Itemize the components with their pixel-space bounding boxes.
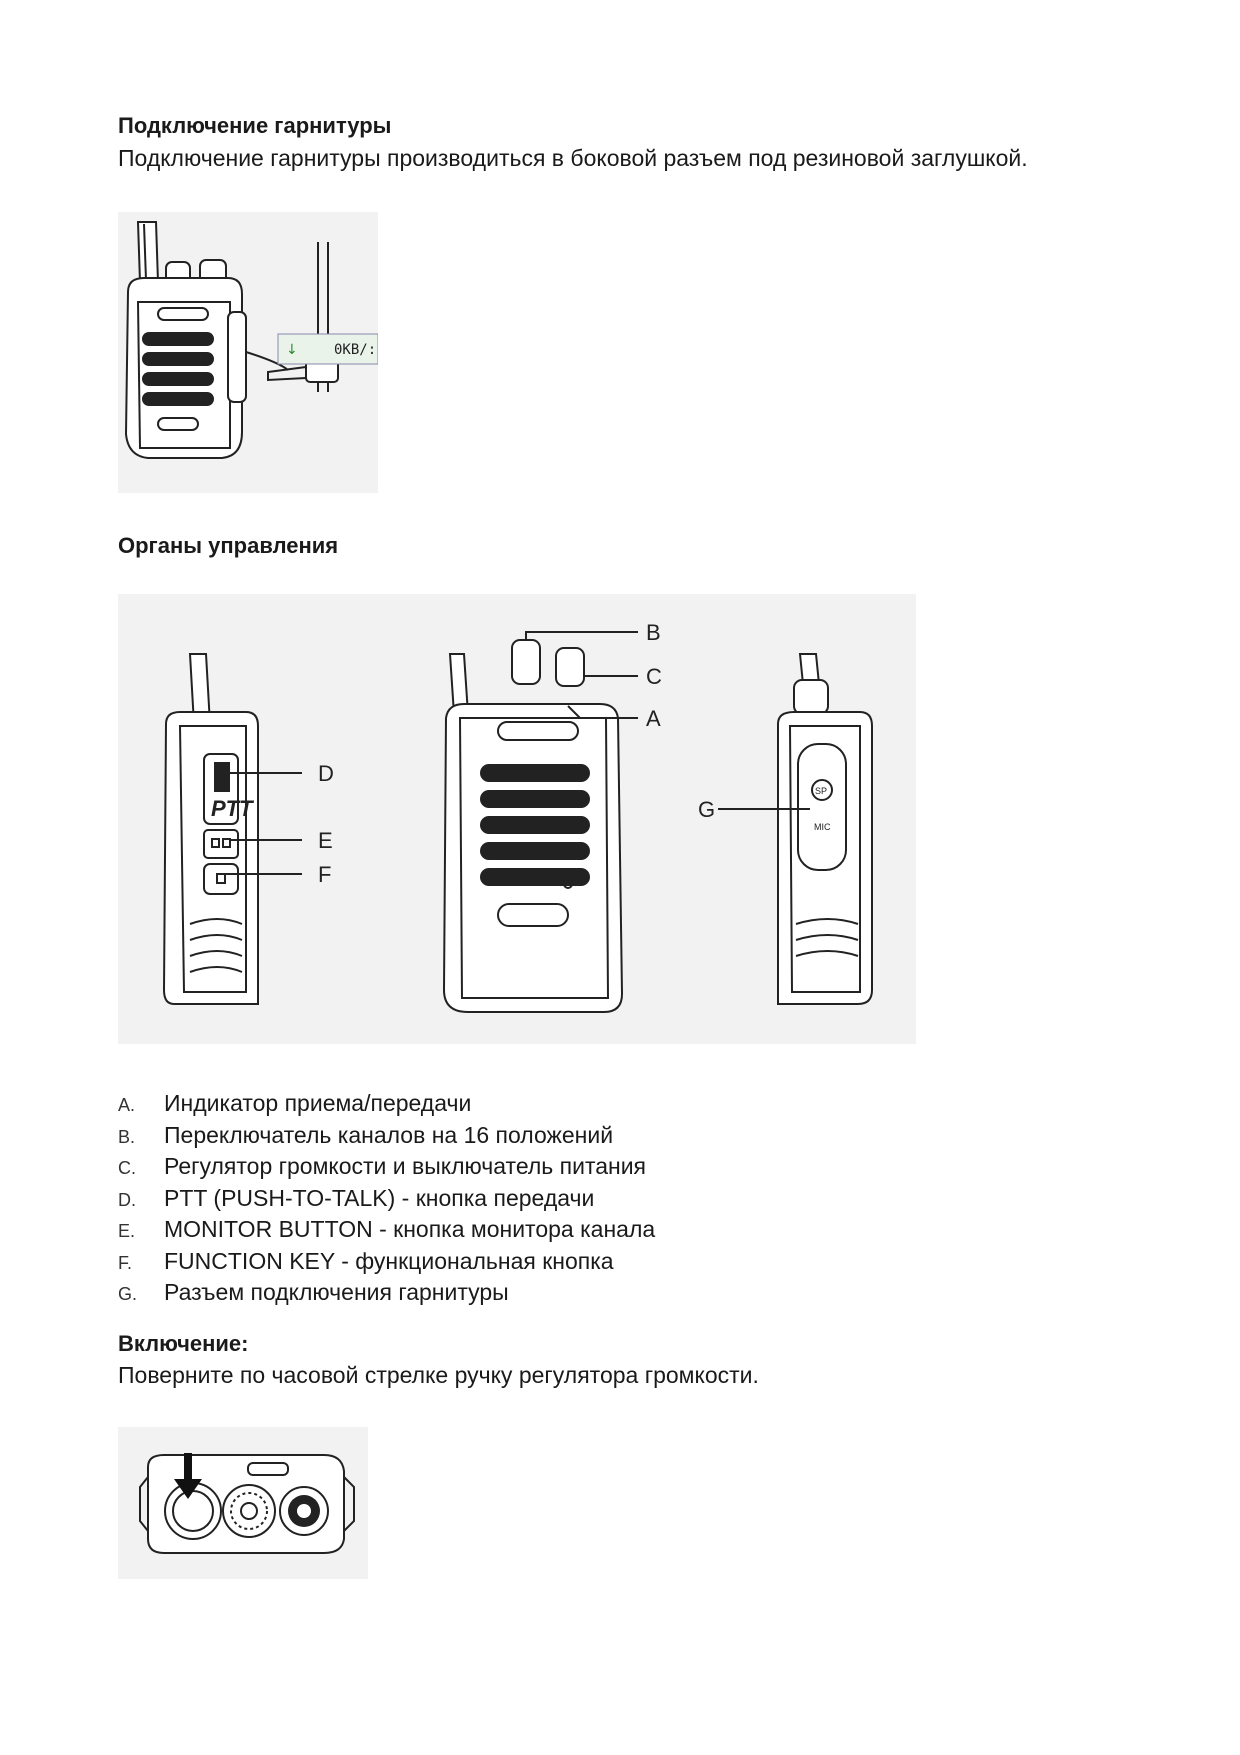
list-marker: C.	[118, 1158, 136, 1178]
ptt-mark: PTT	[211, 796, 253, 821]
svg-text:↓: ↓	[286, 342, 298, 358]
sp-mark: SP	[815, 786, 828, 796]
callout-f: F	[318, 862, 332, 887]
list-item	[118, 1279, 655, 1311]
controls-diagram	[118, 594, 916, 1044]
list-marker: B.	[118, 1126, 136, 1147]
radio-left-side-view	[164, 654, 334, 1004]
list-text: Переключатель каналов на 16 положений	[164, 1121, 614, 1148]
radio-right-side-view	[698, 654, 872, 1004]
power-on-description: Поверните по часовой стрелке ручку регулятора громкости.	[118, 1362, 759, 1388]
headset-description: Подключение гарнитуры производиться в боковой разъем под резиновой заглушкой.	[118, 145, 1028, 171]
list-item	[118, 1090, 655, 1122]
list-text: Регулятор громкости и выключатель питания	[164, 1153, 647, 1179]
list-item	[118, 1216, 655, 1248]
callout-g: G	[698, 797, 716, 822]
overlay-text: 0KB/:	[334, 342, 377, 358]
list-marker: E.	[118, 1221, 136, 1241]
list-text: MONITOR BUTTON - кнопка монитора канала	[164, 1216, 656, 1242]
list-marker: G.	[118, 1284, 138, 1304]
callout-b: B	[646, 620, 661, 645]
list-item	[118, 1185, 655, 1217]
list-marker: A.	[118, 1095, 136, 1115]
callout-e: E	[318, 828, 333, 853]
callout-a: A	[646, 706, 661, 731]
volume-knob-figure	[118, 1427, 368, 1579]
mic-mark: MIC	[814, 822, 831, 832]
list-marker: F.	[118, 1252, 133, 1273]
list-text: PTT (PUSH-TO-TALK) - кнопка передачи	[164, 1184, 595, 1211]
power-on-heading: Включение:	[118, 1331, 249, 1356]
list-item	[118, 1153, 655, 1185]
list-item	[118, 1248, 655, 1280]
controls-legend-list	[118, 1090, 655, 1311]
list-item	[118, 1122, 655, 1154]
callout-d: D	[318, 761, 334, 786]
callout-c: C	[646, 664, 662, 689]
headset-connection-figure	[118, 212, 378, 493]
list-marker: D.	[118, 1189, 136, 1210]
list-text: Индикатор приема/передачи	[164, 1090, 472, 1116]
controls-heading: Органы управления	[118, 533, 339, 558]
list-text: FUNCTION KEY - функциональная кнопка	[164, 1247, 614, 1274]
headset-heading: Подключение гарнитуры	[118, 113, 392, 138]
list-text: Разъем подключения гарнитуры	[164, 1279, 509, 1305]
radio-front-view	[444, 620, 662, 1012]
